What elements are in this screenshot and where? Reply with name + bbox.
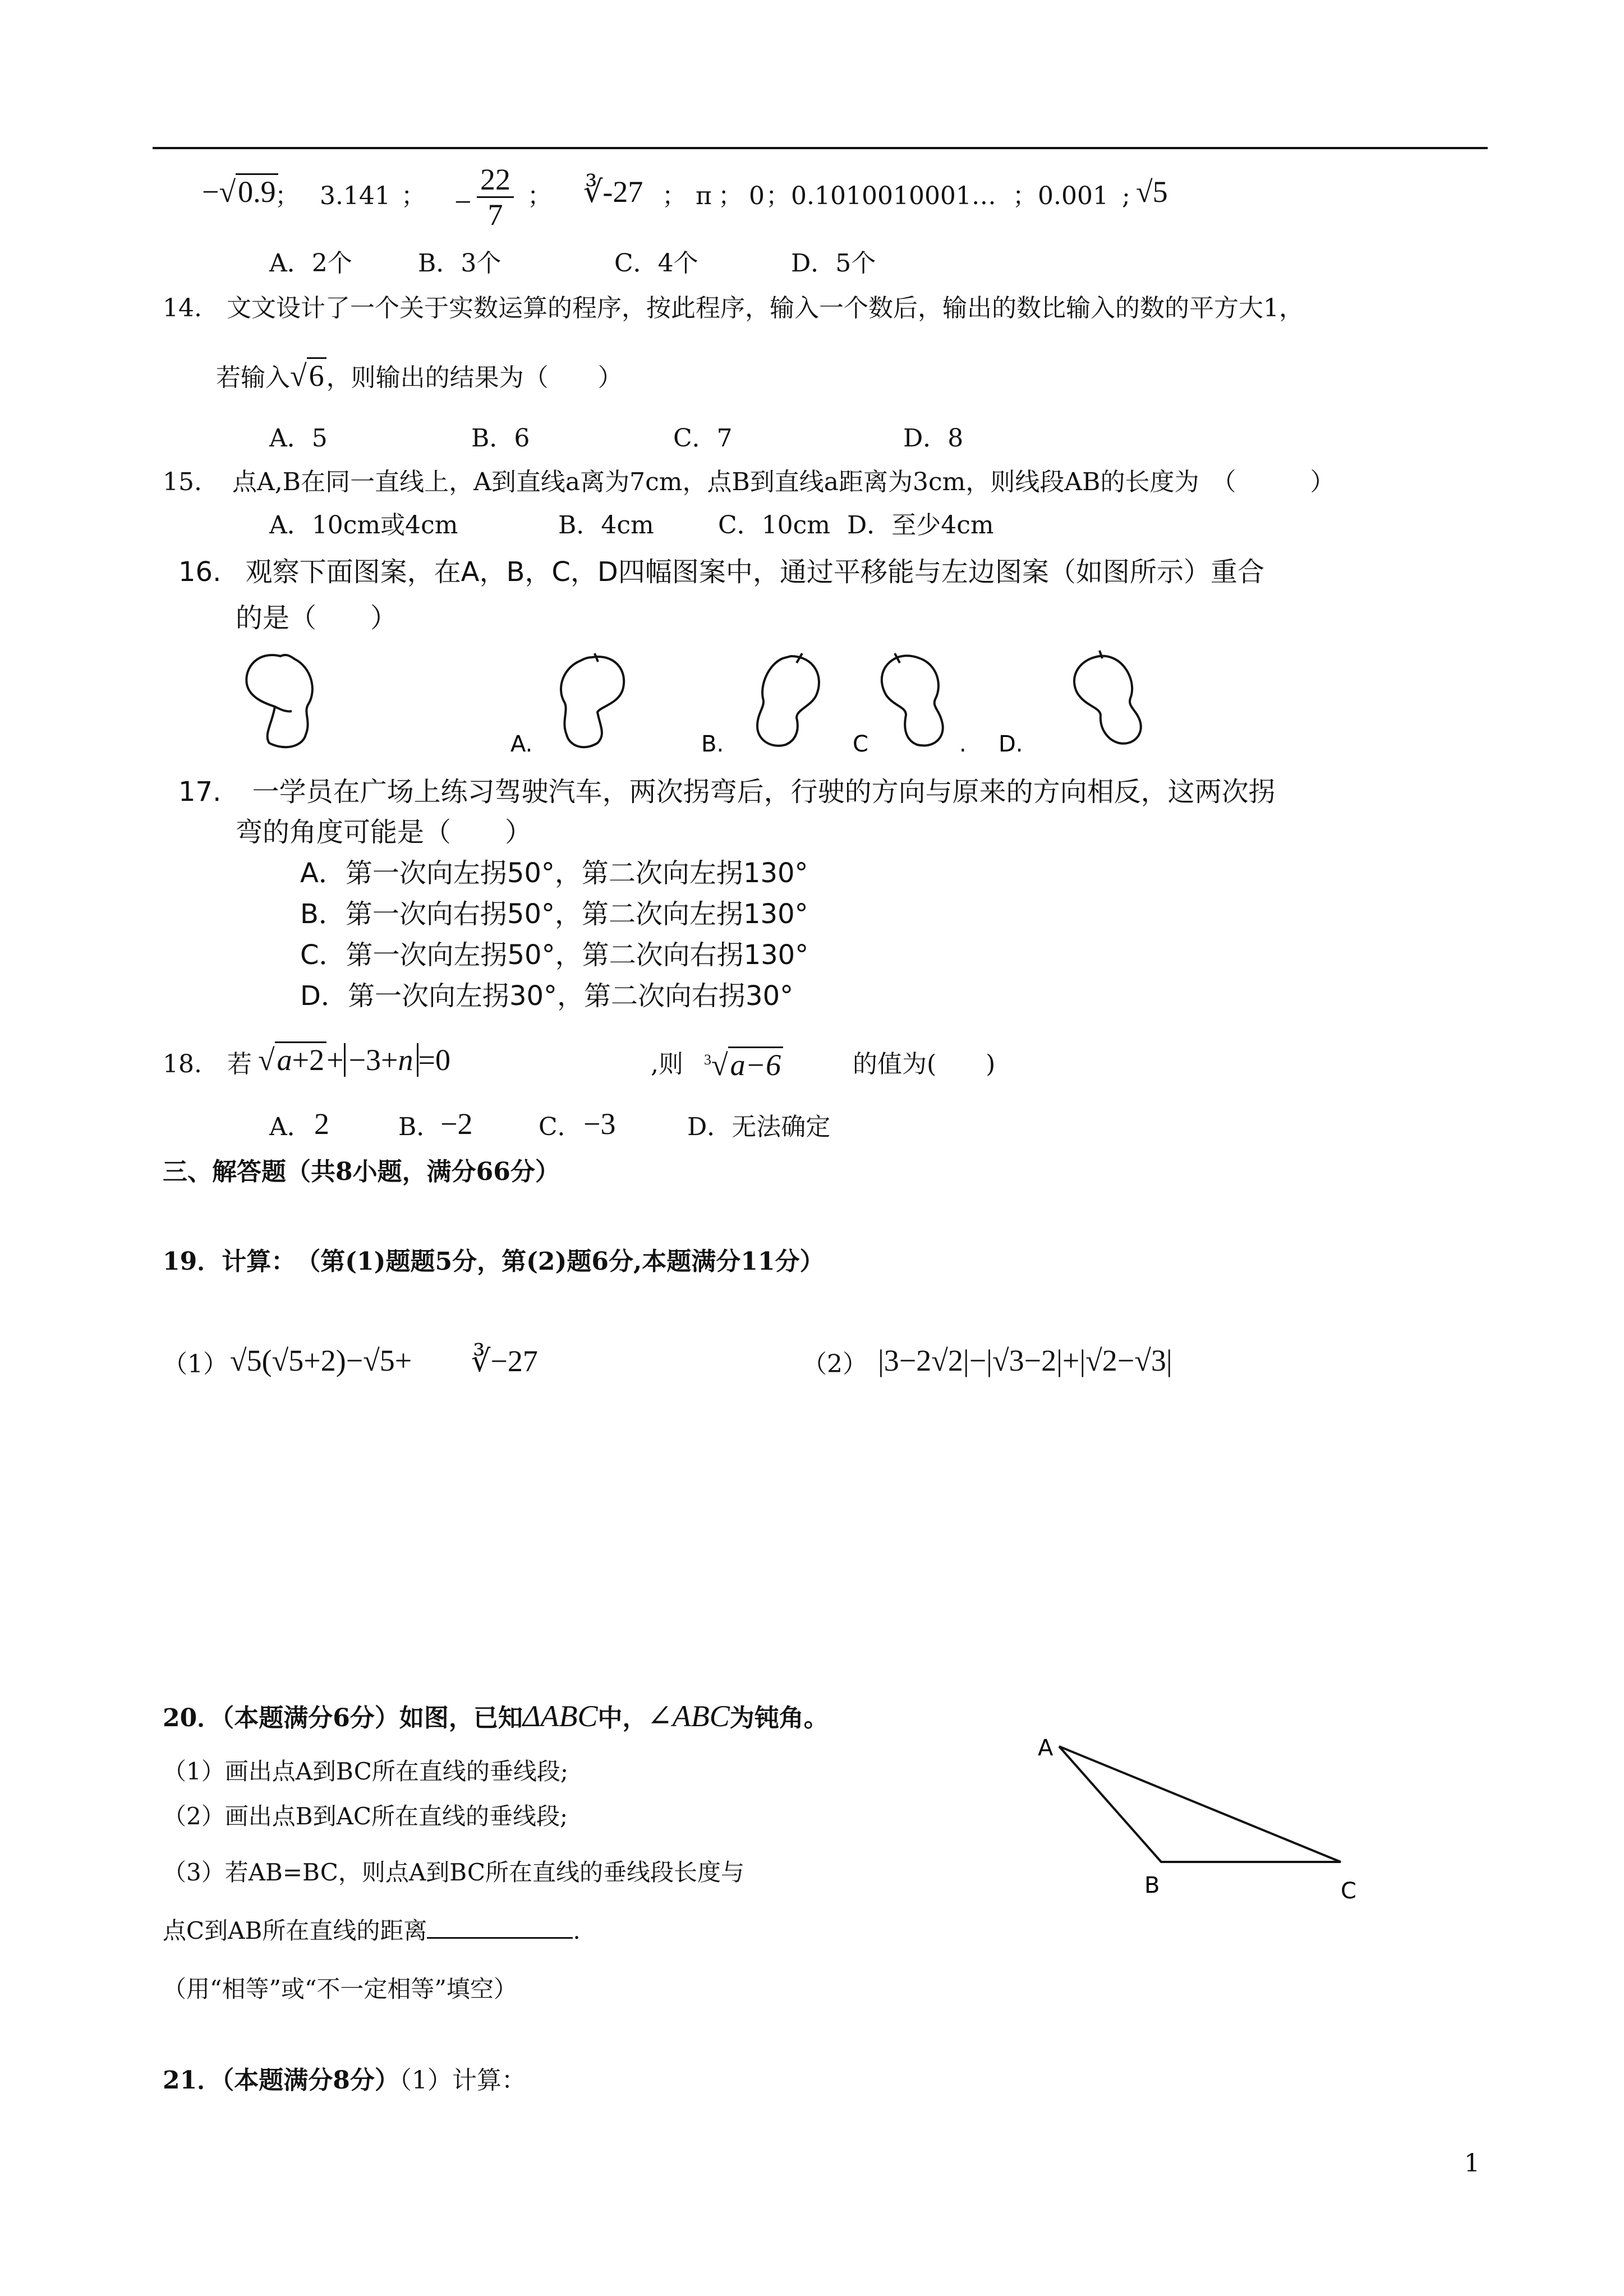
q13-item-8: 0.001 [1038, 182, 1108, 210]
q16-text1: 观察下面图案，在A，B，C，D四幅图案中，通过平移能与左边图案（如图所示）重合 [245, 556, 1264, 588]
section3-title: 三、解答题（共8小题，满分66分） [163, 1158, 560, 1186]
q16-label-c: C [853, 731, 868, 757]
q18-eq-zero: =0 [418, 1043, 450, 1077]
q15-option-a: A．10cm或4cm [269, 511, 458, 540]
q13-option-b: B．3个 [418, 249, 502, 278]
q16-leaf-a [561, 653, 624, 747]
q16-leaf-c [882, 653, 943, 745]
q19-part2-label: （2） [802, 1350, 867, 1378]
q16-number: 16. [178, 556, 222, 588]
q14-line1 [163, 292, 1304, 325]
q18-var-a: a [277, 1043, 292, 1077]
q13-item-5: π [696, 182, 712, 210]
q17-option-c: C．第一次向左拐50°，第二次向右拐130° [300, 939, 809, 971]
q20-label-c: C [1341, 1878, 1356, 1904]
q13-item-6: 0 [749, 182, 765, 210]
q14-option-a: A．5 [269, 424, 328, 453]
q20-title [163, 1699, 829, 1735]
q15-line1 [163, 465, 1335, 499]
q20-title-e: 为钝角。 [729, 1704, 829, 1732]
q18-number: 18. [163, 1050, 202, 1078]
q20-triangle-figure [1027, 1722, 1374, 1907]
q20-line-5: （用“相等”或“不一定相等”填空） [163, 1975, 517, 2003]
q18-option-a-label: A． [269, 1113, 312, 1141]
q20-triangle: ΔABC [522, 1699, 598, 1733]
q18-option-c-label: C． [539, 1113, 582, 1141]
q15-text: 点A,B在同一直线上，A到直线a离为7cm，点B到直线a距离为3cm，则线段AB的长度为 （ ） [232, 468, 1335, 496]
q18-option-a-value: 2 [314, 1107, 329, 1141]
q16-leaf-d [1074, 651, 1141, 744]
q15-option-b: B．4cm [558, 511, 654, 540]
q18-option-c-value: −3 [583, 1107, 616, 1141]
q17-option-d: D．第一次向左拐30°，第二次向右拐30° [300, 980, 794, 1012]
q16-label-dot: . [959, 731, 967, 757]
q17-number: 17. [178, 776, 222, 808]
q18-option-d: D．无法确定 [687, 1113, 831, 1141]
q18-pre: 若 [227, 1050, 252, 1078]
q20-angle: ∠ABC [647, 1699, 730, 1733]
q18-mid: ,则 [651, 1050, 683, 1078]
q16-text2: 的是（ ） [236, 602, 398, 634]
q17-option-b: B．第一次向右拐50°，第二次向左拐130° [300, 898, 808, 930]
q16-leaf-b [757, 653, 819, 746]
q20-line-4 [163, 1912, 581, 1947]
q21-title [163, 2064, 526, 2097]
q20-label-a: A [1038, 1735, 1053, 1761]
q13-item-2: 3.141 [320, 182, 390, 210]
q14-text2-post: ，则输出的结果为（ ） [326, 363, 623, 392]
q15-option-c: C．10cm [718, 511, 831, 540]
q16-line1 [178, 554, 1264, 590]
q19-title: 19．计算： （第(1)题题5分，第(2)题6分,本题满分11分） [163, 1247, 825, 1276]
q18-cuberoot: $^3$√a−6 [704, 1043, 783, 1082]
q14-radicand: 6 [307, 357, 326, 393]
top-rule [153, 147, 1488, 149]
q14-text2-pre: 若输入 [216, 363, 290, 392]
q19-part1-label: （1） [163, 1350, 228, 1378]
q18-root-index: 3 [704, 1052, 711, 1068]
q16-leaf-original [246, 655, 312, 747]
q20-line-2: （2）画出点B到AC所在直线的垂线段; [163, 1802, 568, 1830]
q20-line4-text: 点C到AB所在直线的距离 [163, 1917, 427, 1944]
q15-number: 15. [163, 468, 202, 496]
q18-equation: √a+2+ −3+n =0 [258, 1043, 450, 1077]
q13-option-d: D．5个 [791, 249, 876, 278]
q17-option-a: A．第一次向左拐50°，第二次向左拐130° [300, 857, 808, 889]
q14-option-c: C．7 [673, 424, 733, 453]
q18-option-b-value: −2 [440, 1107, 473, 1141]
q19-part1-expr: √5(√5+2)−√5+ [230, 1344, 412, 1377]
q18-post: 的值为( ) [853, 1050, 996, 1078]
q13-option-a: A．2个 [269, 249, 352, 278]
q17-text1: 一学员在广场上练习驾驶汽车，两次拐弯后，行驶的方向与原来的方向相反，这两次拐 [252, 776, 1276, 808]
q18-plus2: +2 [292, 1043, 325, 1077]
q16-label-a: A. [510, 731, 533, 757]
q14-option-b: B．6 [471, 424, 530, 453]
q14-option-d: D．8 [903, 424, 964, 453]
q20-line4-end: . [573, 1917, 581, 1944]
q21-title-b: （1）计算： [399, 2066, 526, 2095]
q20-answer-blank[interactable] [427, 1912, 573, 1939]
q17-text2: 弯的角度可能是（ ） [236, 817, 532, 848]
q17-line1 [178, 774, 1276, 810]
q13-item-7: 0.1010010001… [791, 182, 996, 210]
q16-figures [236, 639, 1189, 763]
q20-line-3: （3）若AB=BC，则点A到BC所在直线的垂线段长度与 [163, 1859, 744, 1886]
q20-line-1: （1）画出点A到BC所在直线的垂线段; [163, 1758, 568, 1785]
q16-label-d: D. [999, 731, 1023, 757]
q16-line2 [236, 600, 397, 636]
q16-label-b: B. [701, 731, 724, 757]
q20-label-b: B [1144, 1873, 1160, 1898]
q19-part2-expr: |3−2√2|−|√3−2|+|√2−√3| [878, 1344, 1172, 1377]
q14-line2: 若输入√6，则输出的结果为（ ） [216, 359, 623, 395]
q21-title-a: 21．（本题满分8分） [163, 2066, 399, 2095]
q13-option-c: C．4个 [614, 249, 698, 278]
q18-abs-body: −3+ [348, 1043, 398, 1077]
q17-line2 [236, 814, 532, 850]
q18-root-body: a−6 [728, 1046, 783, 1082]
q15-option-d: D．至少4cm [847, 511, 994, 540]
q18-option-b-label: B． [398, 1113, 441, 1141]
q13-item-9: √5 [1136, 175, 1168, 209]
q20-title-c: 中， [597, 1704, 647, 1732]
q14-text1: 文文设计了一个关于实数运算的程序，按此程序，输入一个数后，输出的数比输入的数的平方大1， [226, 294, 1304, 322]
q18-var-n: n [398, 1043, 413, 1077]
q19-part1-cuberoot: ∛−27 [471, 1344, 538, 1378]
q13-item-4: ∛-27 [583, 175, 643, 209]
q14-number: 14. [163, 294, 202, 322]
q13-item-1: 0.9 [236, 173, 278, 209]
page-number: 1 [1464, 2149, 1480, 2178]
q20-title-a: 20．（本题满分6分）如图，已知 [163, 1704, 523, 1732]
